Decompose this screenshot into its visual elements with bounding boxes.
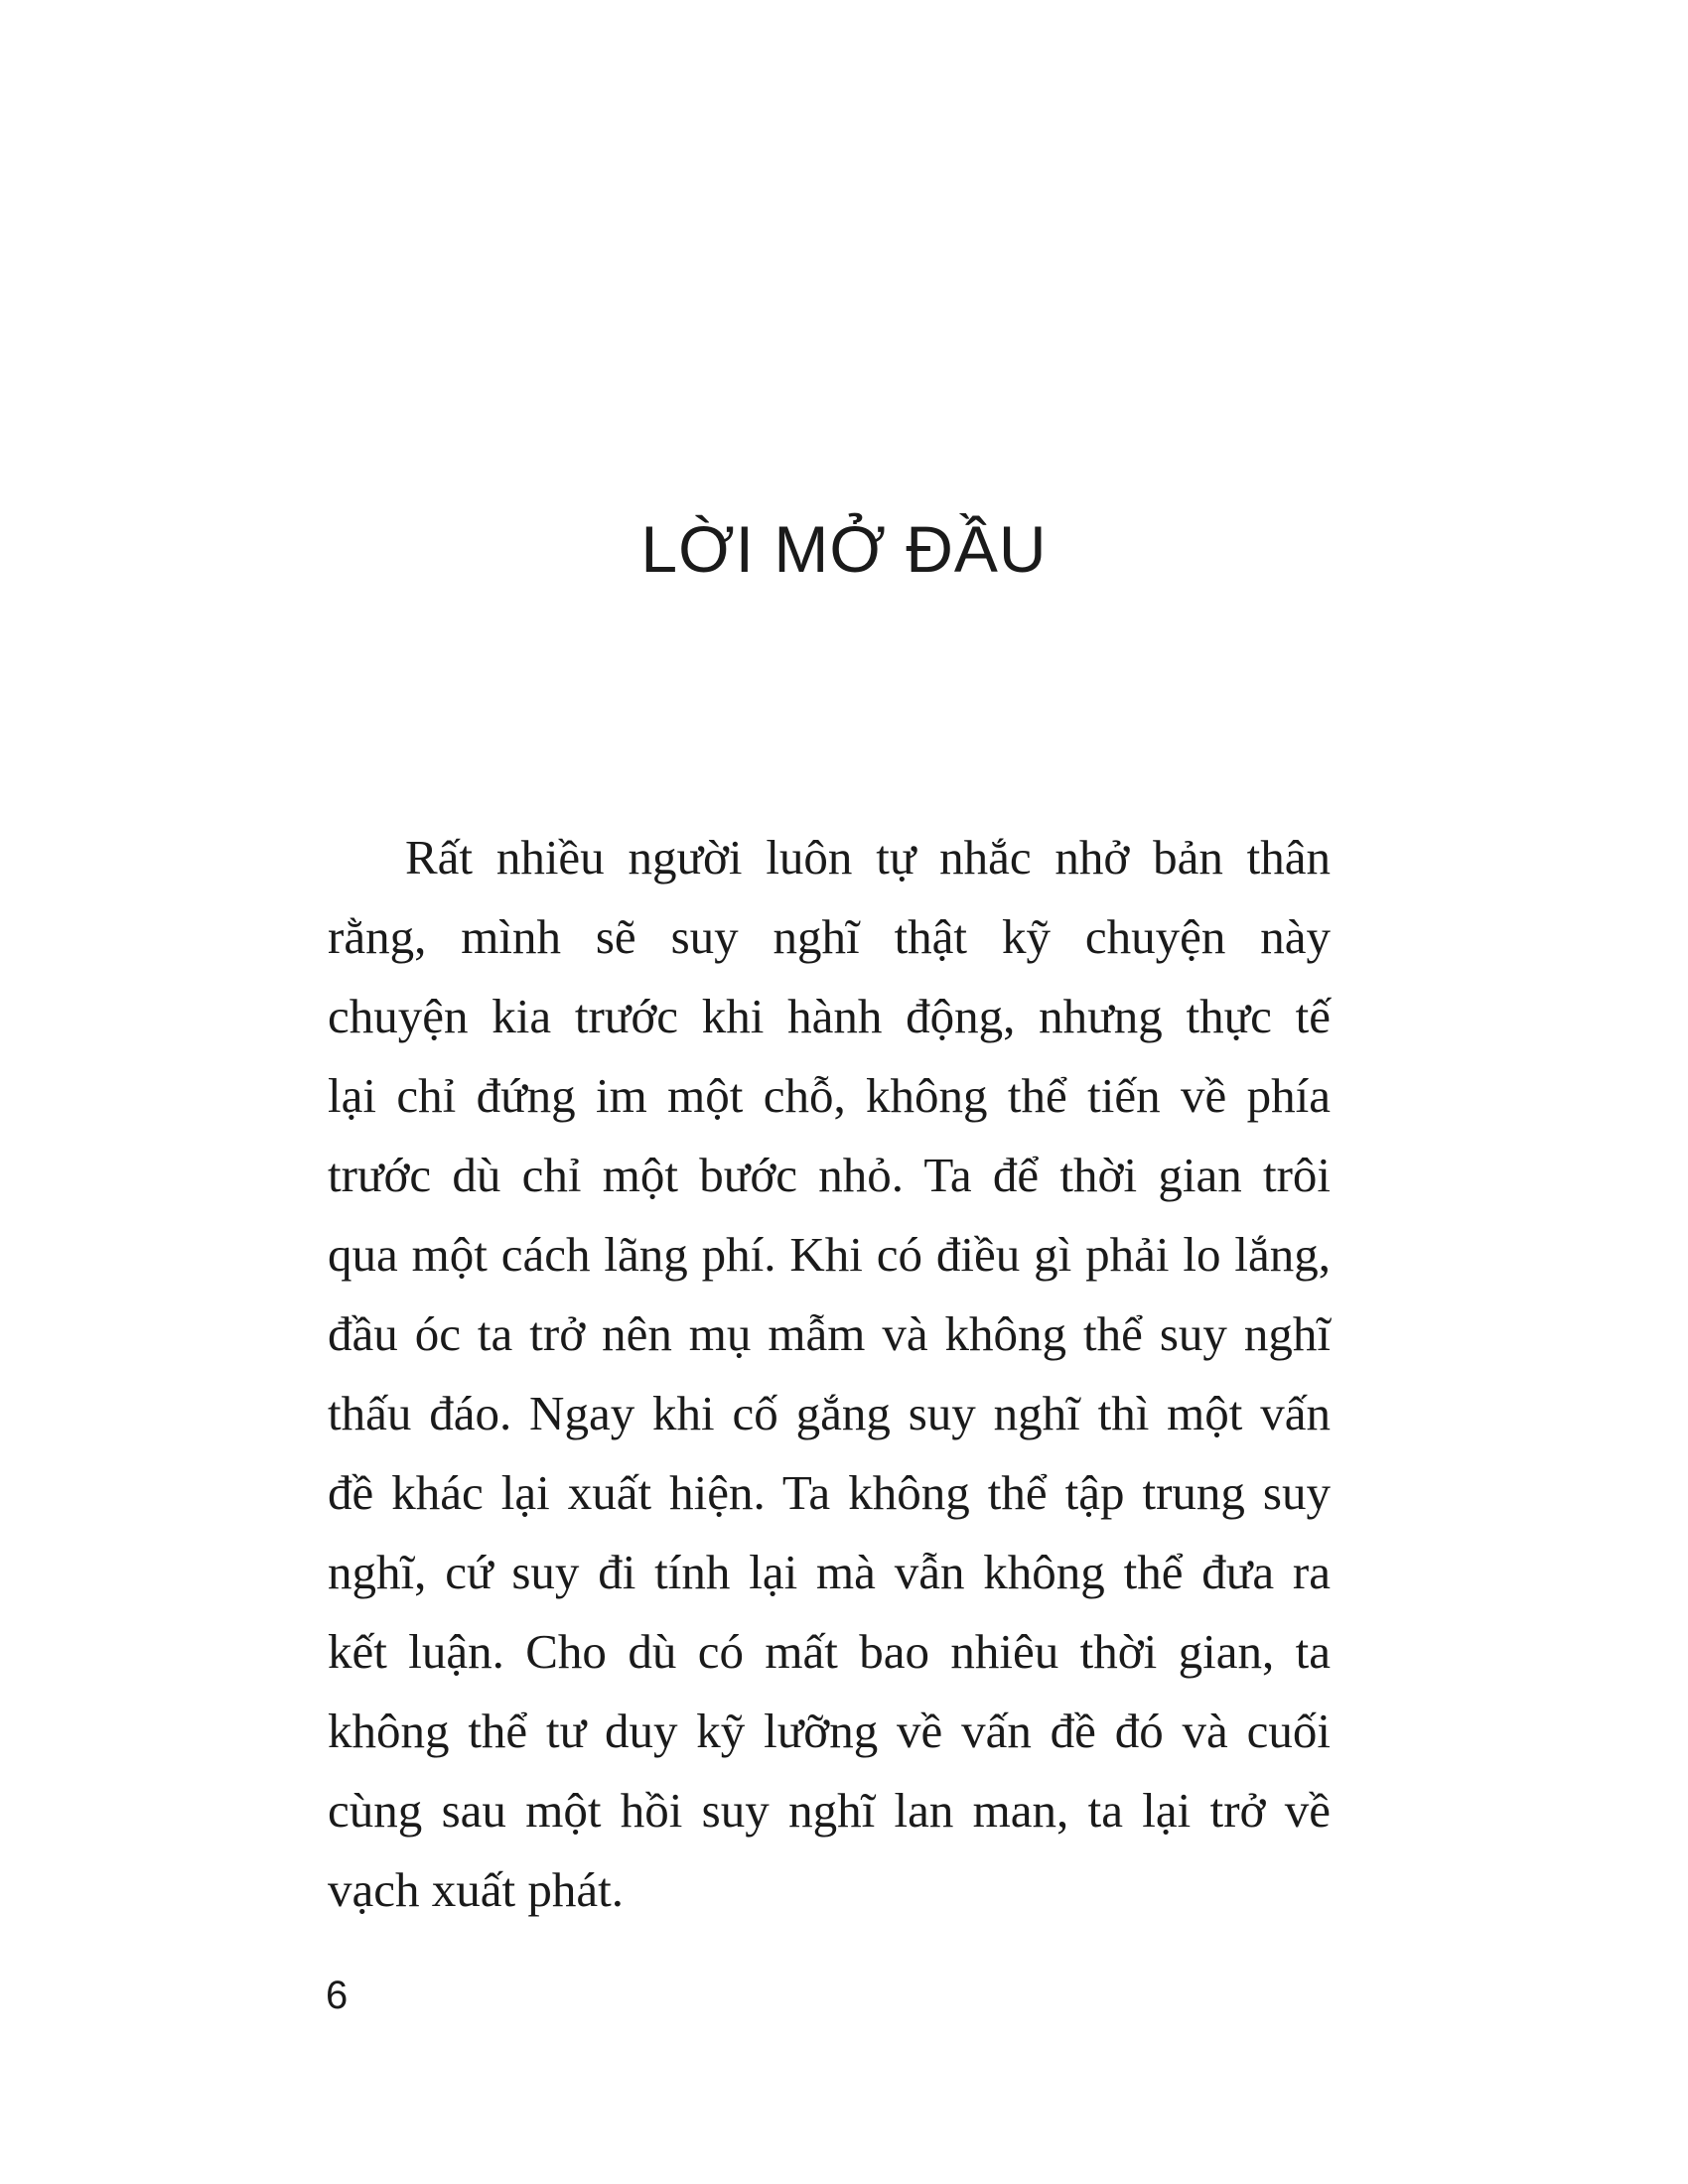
paragraph-line: rằng, mình sẽ suy nghĩ thật kỹ chuyện này [328,909,1331,964]
paragraph-line: nghĩ, cứ suy đi tính lại mà vẫn không thể đưa ra [328,1545,1331,1599]
body-paragraph [328,818,1331,1930]
paragraph-line: đầu óc ta trở nên mụ mẫm và không thể suy nghĩ [328,1306,1331,1361]
paragraph-line: vạch xuất phát. [328,1862,624,1917]
paragraph-line: lại chỉ đứng im một chỗ, không thể tiến về phía [328,1068,1331,1123]
paragraph-line: kết luận. Cho dù có mất bao nhiêu thời gian, ta [328,1624,1331,1679]
paragraph-line: chuyện kia trước khi hành động, nhưng thực tế [328,989,1331,1043]
paragraph-line: thấu đáo. Ngay khi cố gắng suy nghĩ thì một vấn [328,1386,1331,1440]
chapter-title: LỜI MỞ ĐẦU [640,512,1048,586]
paragraph-line: cùng sau một hồi suy nghĩ lan man, ta lại trở về [328,1783,1331,1838]
paragraph-line: không thể tư duy kỹ lưỡng về vấn đề đó và cuối [328,1704,1331,1758]
paragraph-line: đề khác lại xuất hiện. Ta không thể tập trung suy [328,1465,1331,1520]
paragraph-line: Rất nhiều người luôn tự nhắc nhở bản thân [405,830,1331,885]
paragraph-line: trước dù chỉ một bước nhỏ. Ta để thời gian trôi [328,1148,1331,1202]
page-number: 6 [326,1974,349,2017]
paragraph-line: qua một cách lãng phí. Khi có điều gì phải lo lắng, [328,1227,1331,1282]
